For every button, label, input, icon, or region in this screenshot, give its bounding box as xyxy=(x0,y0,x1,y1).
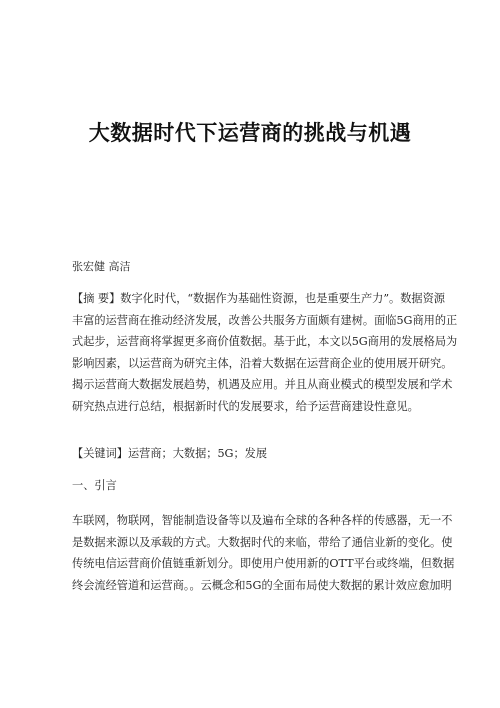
keywords-text: 【关键词】运营商；大数据；5G；发展 xyxy=(72,447,268,460)
body-line: 终会流经管道和运营商。。云概念和5G的全面布局使大数据的累计效应愈加明 xyxy=(72,578,452,592)
body-line: 是数据来源以及承载的方式。大数据时代的来临，带给了通信业新的变化。使 xyxy=(72,535,453,549)
body-paragraph xyxy=(72,510,455,596)
body-line: 车联网，物联网，智能制造设备等以及遍布全球的各种各样的传感器，无一不 xyxy=(72,514,453,527)
body-line: 传统电信运营商价值链重新划分。即使用户使用新的OTT平台或终端，但数据 xyxy=(72,557,455,571)
keywords-line xyxy=(72,443,432,465)
abstract-line: 影响因素，以运营商为研究主体，沿着大数据在运营商企业的使用展开研究。 xyxy=(72,356,453,370)
author-line: 张宏健 高洁 xyxy=(72,260,131,273)
abstract-line: 式起步，运营商将掌握更多商价值数据。基于此，本文以5G商用的发展格局为 xyxy=(72,335,458,349)
section-heading: 一、引言 xyxy=(72,479,117,492)
abstract-line: 【摘 要】数字化时代，“数据作为基础性资源，也是重要生产力”。数据资源 xyxy=(72,292,445,305)
abstract-line: 揭示运营商大数据发展趋势，机遇及应用。并且从商业模式的模型发展和学术 xyxy=(72,378,453,392)
abstract-line: 丰富的运营商在推动经济发展，改善公共服务方面颇有建树。面临5G商用的正 xyxy=(72,313,458,327)
abstract-line: 研究热点进行总结，根据新时代的发展要求，给予运营商建设性意见。 xyxy=(72,399,419,413)
abstract-paragraph xyxy=(72,288,458,418)
document-title: 大数据时代下运营商的挑战与机遇 xyxy=(88,120,412,145)
